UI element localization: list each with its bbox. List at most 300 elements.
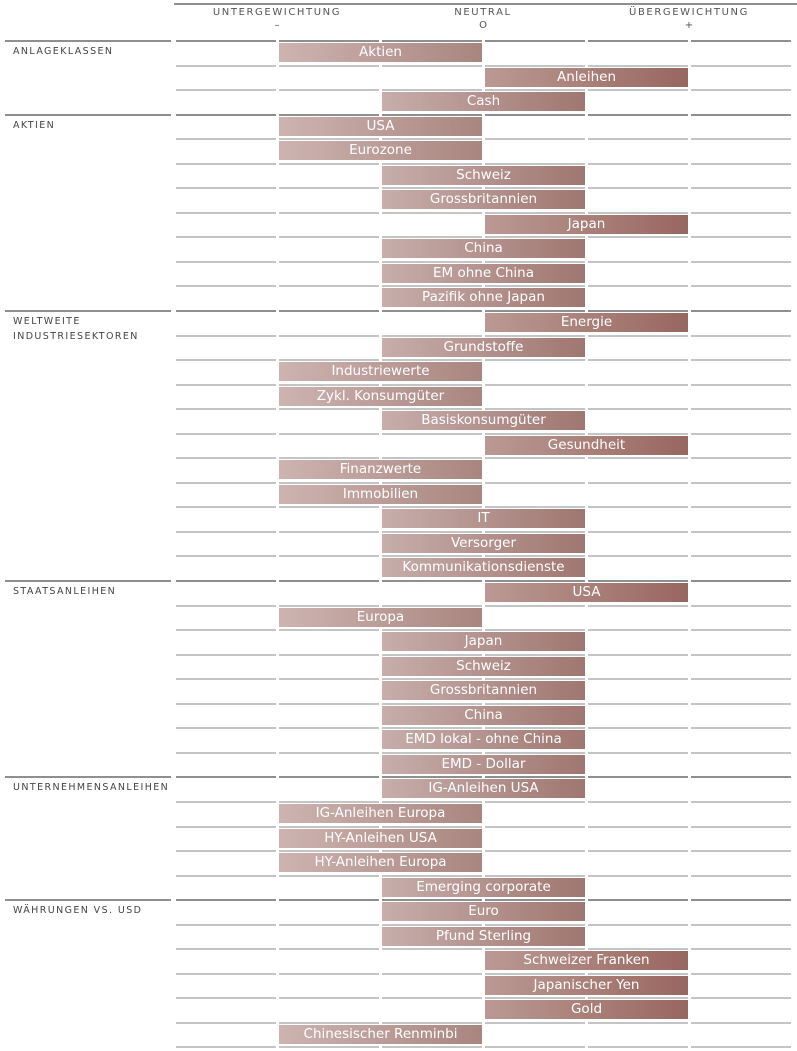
header-underweight-label: UNTERGEWICHTUNG [212, 7, 342, 18]
rating-bar: Immobilien [279, 485, 482, 504]
row-divider [382, 65, 482, 67]
header-underweight [174, 7, 380, 31]
plus-symbol: + [684, 20, 694, 31]
row-divider [691, 457, 791, 459]
rating-bar: Finanzwerte [279, 460, 482, 479]
table-row [0, 138, 797, 163]
row-divider [382, 187, 482, 189]
rating-bar: Pazifik ohne Japan [382, 288, 585, 307]
row-divider [588, 654, 688, 656]
row-divider [279, 703, 379, 705]
row-divider [176, 187, 276, 189]
row-divider [485, 408, 585, 410]
table-row [0, 261, 797, 286]
table-row [0, 408, 797, 433]
rating-bar: USA [279, 117, 482, 136]
row-divider [382, 408, 482, 410]
row-divider [485, 89, 585, 91]
section-rule [691, 899, 791, 901]
row-divider [588, 801, 688, 803]
header-rule [174, 3, 797, 5]
table-row [0, 482, 797, 507]
section-rule [279, 40, 379, 42]
table-row [0, 899, 797, 924]
row-divider [176, 555, 276, 557]
section-rule [382, 114, 482, 116]
row-divider [485, 212, 585, 214]
rating-bar: Schweiz [382, 166, 585, 185]
row-divider [691, 261, 791, 263]
row-divider [382, 924, 482, 926]
rating-bar: Schweiz [382, 657, 585, 676]
row-divider [279, 457, 379, 459]
row-divider [691, 801, 791, 803]
row-divider [279, 335, 379, 337]
row-divider [382, 531, 482, 533]
row-divider [691, 65, 791, 67]
row-divider [485, 801, 585, 803]
table-row [0, 457, 797, 482]
row-divider [691, 335, 791, 337]
section-rule [588, 776, 688, 778]
rating-bar: China [382, 706, 585, 725]
row-divider [382, 948, 482, 950]
row-divider [691, 1022, 791, 1024]
row-divider [279, 433, 379, 435]
row-divider [176, 875, 276, 877]
row-divider [279, 482, 379, 484]
row-divider [588, 236, 688, 238]
row-divider [588, 433, 688, 435]
row-divider [176, 65, 276, 67]
row-divider [279, 727, 379, 729]
section-rule [5, 310, 171, 312]
rating-bar: Euro [382, 902, 585, 921]
rating-bar: Grossbritannien [382, 681, 585, 700]
row-divider [485, 826, 585, 828]
row-divider [176, 285, 276, 287]
row-divider [485, 187, 585, 189]
section-rule [279, 580, 379, 582]
table-row [0, 506, 797, 531]
table-row [0, 629, 797, 654]
row-divider [279, 65, 379, 67]
row-divider [176, 654, 276, 656]
row-divider [588, 163, 688, 165]
row-divider [485, 506, 585, 508]
section-rule [279, 899, 379, 901]
row-divider [279, 138, 379, 140]
section-rule [176, 776, 276, 778]
row-divider [588, 1022, 688, 1024]
section-label: AKTIEN [13, 119, 56, 131]
row-divider [279, 605, 379, 607]
rating-bar: Basiskonsumgüter [382, 411, 585, 430]
row-divider [691, 826, 791, 828]
row-divider [485, 1022, 585, 1024]
row-divider [382, 826, 482, 828]
section-rule [382, 40, 482, 42]
section-rule [485, 310, 585, 312]
section-rule [382, 776, 482, 778]
rating-bar: Japan [382, 632, 585, 651]
row-divider [691, 752, 791, 754]
row-divider [691, 629, 791, 631]
table-row [0, 433, 797, 458]
row-divider [382, 678, 482, 680]
row-divider [382, 335, 482, 337]
row-divider [382, 654, 482, 656]
row-divider [485, 65, 585, 67]
row-divider [691, 285, 791, 287]
row-divider [176, 359, 276, 361]
row-divider [691, 359, 791, 361]
section-rule [588, 899, 688, 901]
section-rule [176, 40, 276, 42]
row-divider [382, 973, 482, 975]
section-rule [5, 899, 171, 901]
row-divider [382, 433, 482, 435]
row-divider [279, 236, 379, 238]
rating-bar: IG-Anleihen USA [382, 779, 585, 798]
row-divider [691, 703, 791, 705]
row-divider [176, 236, 276, 238]
row-divider [382, 457, 482, 459]
row-divider [382, 138, 482, 140]
row-divider [176, 924, 276, 926]
row-divider [485, 236, 585, 238]
row-divider [588, 138, 688, 140]
rating-bar: Kommunikationsdienste [382, 558, 585, 577]
header-overweight [586, 7, 792, 31]
table-row [0, 555, 797, 580]
row-divider [691, 924, 791, 926]
rating-bar: Chinesischer Renminbi [279, 1025, 482, 1044]
row-divider [279, 875, 379, 877]
row-divider [176, 89, 276, 91]
row-divider [176, 997, 276, 999]
table-row [0, 236, 797, 261]
rating-bar: Japanischer Yen [485, 976, 688, 995]
row-divider [485, 948, 585, 950]
row-divider [691, 727, 791, 729]
section-label: STAATSANLEIHEN [13, 586, 117, 598]
row-divider [176, 678, 276, 680]
row-divider [691, 678, 791, 680]
section-rule [279, 310, 379, 312]
row-divider [588, 826, 688, 828]
rating-bar: Industriewerte [279, 362, 482, 381]
row-divider [176, 605, 276, 607]
row-divider [691, 1046, 791, 1048]
section-rule [279, 776, 379, 778]
row-divider [279, 826, 379, 828]
row-divider [588, 875, 688, 877]
row-divider [588, 1046, 688, 1048]
row-divider [176, 948, 276, 950]
row-divider [176, 826, 276, 828]
row-divider [691, 948, 791, 950]
row-divider [485, 850, 585, 852]
row-divider [176, 752, 276, 754]
row-divider [588, 285, 688, 287]
row-divider [176, 801, 276, 803]
row-divider [382, 727, 482, 729]
row-divider [588, 457, 688, 459]
rating-bar: Japan [485, 215, 688, 234]
row-divider [382, 212, 482, 214]
rating-bar: IG-Anleihen Europa [279, 804, 482, 823]
row-divider [691, 236, 791, 238]
row-divider [485, 629, 585, 631]
section-rule [176, 580, 276, 582]
section-rule [691, 580, 791, 582]
row-divider [588, 924, 688, 926]
row-divider [588, 212, 688, 214]
row-divider [382, 875, 482, 877]
row-divider [176, 163, 276, 165]
table-row [0, 310, 797, 343]
header-neutral-label: NEUTRAL [454, 7, 512, 18]
section-rule [691, 40, 791, 42]
section-rule [5, 114, 171, 116]
row-divider [588, 384, 688, 386]
table-row [0, 948, 797, 973]
row-divider [485, 703, 585, 705]
row-divider [485, 285, 585, 287]
section-rule [176, 310, 276, 312]
table-row [0, 654, 797, 679]
row-divider [485, 997, 585, 999]
section-rule [5, 580, 171, 582]
row-divider [588, 948, 688, 950]
row-divider [691, 408, 791, 410]
row-divider [279, 948, 379, 950]
row-divider [382, 850, 482, 852]
row-divider [382, 359, 482, 361]
rating-bar: EM ohne China [382, 264, 585, 283]
table-row [0, 727, 797, 752]
row-divider [588, 605, 688, 607]
table-row [0, 531, 797, 556]
header-overweight-label: ÜBERGEWICHTUNG [629, 7, 749, 18]
row-divider [485, 875, 585, 877]
rating-bar: Grossbritannien [382, 190, 585, 209]
row-divider [691, 973, 791, 975]
row-divider [588, 752, 688, 754]
row-divider [279, 924, 379, 926]
row-divider [279, 973, 379, 975]
row-divider [691, 875, 791, 877]
rating-bar: USA [485, 583, 688, 602]
row-divider [176, 482, 276, 484]
row-divider [279, 1022, 379, 1024]
rating-bar: Pfund Sterling [382, 927, 585, 946]
row-divider [279, 629, 379, 631]
row-divider [691, 384, 791, 386]
row-divider [485, 605, 585, 607]
section-rule [485, 899, 585, 901]
table-row [0, 65, 797, 90]
scale-header [174, 0, 797, 40]
table-row [0, 752, 797, 777]
row-divider [485, 1046, 585, 1048]
row-divider [279, 801, 379, 803]
row-divider [485, 531, 585, 533]
table-row [0, 384, 797, 409]
table-row [0, 997, 797, 1022]
rating-bar: Gold [485, 1000, 688, 1019]
row-divider [588, 555, 688, 557]
row-divider [485, 752, 585, 754]
row-divider [279, 997, 379, 999]
row-divider [588, 850, 688, 852]
zero-symbol: O [479, 20, 487, 31]
row-divider [279, 752, 379, 754]
rating-bar: Aktien [279, 43, 482, 62]
row-divider [382, 384, 482, 386]
table-row [0, 875, 797, 900]
row-divider [588, 678, 688, 680]
row-divider [279, 187, 379, 189]
row-divider [176, 408, 276, 410]
row-divider [485, 457, 585, 459]
row-divider [279, 850, 379, 852]
table-row [0, 114, 797, 139]
row-divider [279, 163, 379, 165]
row-divider [691, 531, 791, 533]
row-divider [382, 163, 482, 165]
row-divider [176, 850, 276, 852]
row-divider [485, 924, 585, 926]
row-divider [485, 555, 585, 557]
section-rule [279, 114, 379, 116]
row-divider [691, 138, 791, 140]
section-rule [691, 114, 791, 116]
section-rule [5, 40, 171, 42]
section-rule [588, 114, 688, 116]
table-row [0, 335, 797, 360]
section-rule [691, 776, 791, 778]
table-row [0, 924, 797, 949]
table-row [0, 703, 797, 728]
row-divider [176, 384, 276, 386]
table-row [0, 89, 797, 114]
row-divider [691, 654, 791, 656]
row-divider [176, 703, 276, 705]
row-divider [691, 482, 791, 484]
section-rule [176, 114, 276, 116]
row-divider [691, 212, 791, 214]
row-divider [691, 187, 791, 189]
row-divider [588, 506, 688, 508]
row-divider [588, 703, 688, 705]
header-neutral [380, 7, 586, 31]
row-divider [382, 997, 482, 999]
row-divider [382, 506, 482, 508]
row-divider [588, 531, 688, 533]
row-divider [176, 531, 276, 533]
row-divider [382, 555, 482, 557]
row-divider [382, 605, 482, 607]
rating-bar: Energie [485, 313, 688, 332]
rating-bar: Anleihen [485, 68, 688, 87]
row-divider [588, 89, 688, 91]
rating-bar: Versorger [382, 534, 585, 553]
row-divider [485, 973, 585, 975]
rating-bar: HY-Anleihen Europa [279, 853, 482, 872]
row-divider [588, 261, 688, 263]
row-divider [691, 997, 791, 999]
rating-bar: Europa [279, 608, 482, 627]
row-divider [176, 335, 276, 337]
table-row [0, 826, 797, 851]
row-divider [691, 850, 791, 852]
section-rule [382, 580, 482, 582]
section-rule [5, 776, 171, 778]
row-divider [691, 555, 791, 557]
section-label: WELTWEITE INDUSTRIESEKTOREN [13, 316, 139, 343]
rating-bar: EMD lokal - ohne China [382, 730, 585, 749]
minus-symbol: – [274, 20, 280, 31]
section-rule [485, 580, 585, 582]
row-divider [485, 359, 585, 361]
section-rule [382, 310, 482, 312]
row-divider [691, 433, 791, 435]
row-divider [279, 506, 379, 508]
row-divider [279, 654, 379, 656]
row-divider [588, 408, 688, 410]
row-divider [588, 359, 688, 361]
table-row [0, 850, 797, 875]
row-divider [691, 89, 791, 91]
row-divider [382, 752, 482, 754]
table-row [0, 285, 797, 310]
section-rule [485, 40, 585, 42]
row-divider [588, 335, 688, 337]
table-row [0, 801, 797, 826]
row-divider [382, 1022, 482, 1024]
row-divider [176, 1022, 276, 1024]
table-row [0, 605, 797, 630]
table-row [0, 187, 797, 212]
section-rule [588, 40, 688, 42]
row-divider [382, 89, 482, 91]
section-label: WÄHRUNGEN VS. USD [13, 905, 143, 917]
row-divider [176, 1046, 276, 1048]
rating-bar: Grundstoffe [382, 338, 585, 357]
row-divider [485, 482, 585, 484]
row-divider [588, 629, 688, 631]
row-divider [279, 359, 379, 361]
row-divider [588, 482, 688, 484]
section-rule [485, 114, 585, 116]
table-row [0, 163, 797, 188]
rating-bar: IT [382, 509, 585, 528]
rating-bar: Schweizer Franken [485, 951, 688, 970]
section-rule [176, 899, 276, 901]
row-divider [382, 629, 482, 631]
row-divider [279, 408, 379, 410]
row-divider [382, 482, 482, 484]
rating-bar: China [382, 239, 585, 258]
table-row [0, 580, 797, 605]
row-divider [176, 261, 276, 263]
section-label: UNTERNEHMENSANLEIHEN [13, 782, 170, 794]
row-divider [588, 997, 688, 999]
table-row [0, 359, 797, 384]
row-divider [485, 335, 585, 337]
